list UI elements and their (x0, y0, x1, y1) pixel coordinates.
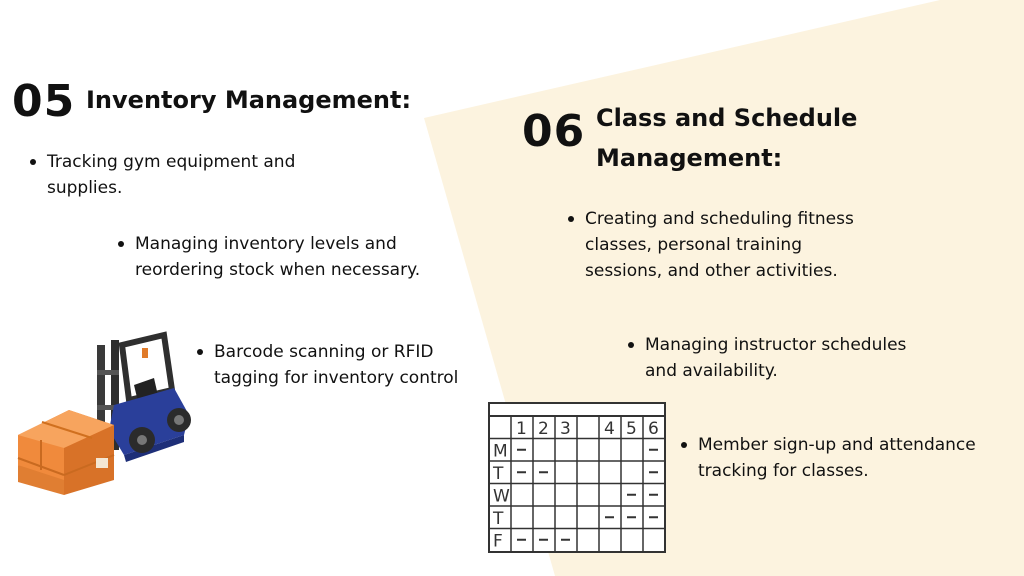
section-number-05: 05 (12, 76, 76, 127)
grid-day-label: T (493, 464, 504, 484)
grid-column-header: 2 (538, 419, 549, 439)
grid-day-label: T (493, 509, 504, 529)
grid-column-header: 1 (516, 419, 527, 439)
bullet-text-tracking: Tracking gym equipment and supplies. (25, 149, 345, 201)
bullet-text-creating-classes: Creating and scheduling fitness classes, personal training sessions, and other activities. (563, 206, 863, 284)
grid-day-label: W (493, 486, 510, 507)
bullet-item (676, 432, 1006, 484)
grid-column-header: 3 (560, 419, 571, 439)
forklift-icon (14, 330, 194, 500)
bullet-text-instructor: Managing instructor schedules and availability. (623, 332, 943, 384)
bullet-item (192, 339, 492, 391)
section-title-inventory: Inventory Management: (86, 86, 412, 114)
grid-day-label: F (493, 531, 503, 552)
section-title-line1: Class and Schedule (596, 104, 858, 132)
bullet-text-barcode: Barcode scanning or RFID tagging for inventory control (192, 339, 492, 391)
grid-column-header: 4 (604, 419, 615, 439)
grid-column-header: 6 (648, 419, 659, 439)
bullet-item (563, 206, 863, 284)
bullet-item (25, 149, 345, 201)
grid-day-label: M (493, 441, 508, 462)
grid-column-header: 5 (626, 419, 637, 439)
bullet-item (623, 332, 943, 384)
bullet-text-member-signup: Member sign-up and attendance tracking for classes. (676, 432, 1006, 484)
bullet-text-managing-inventory: Managing inventory levels and reordering stock when necessary. (113, 231, 443, 283)
section-title-line2: Management: (596, 144, 783, 172)
bullet-item (113, 231, 443, 283)
section-number-06: 06 (522, 106, 586, 157)
schedule-grid-icon (488, 402, 668, 554)
